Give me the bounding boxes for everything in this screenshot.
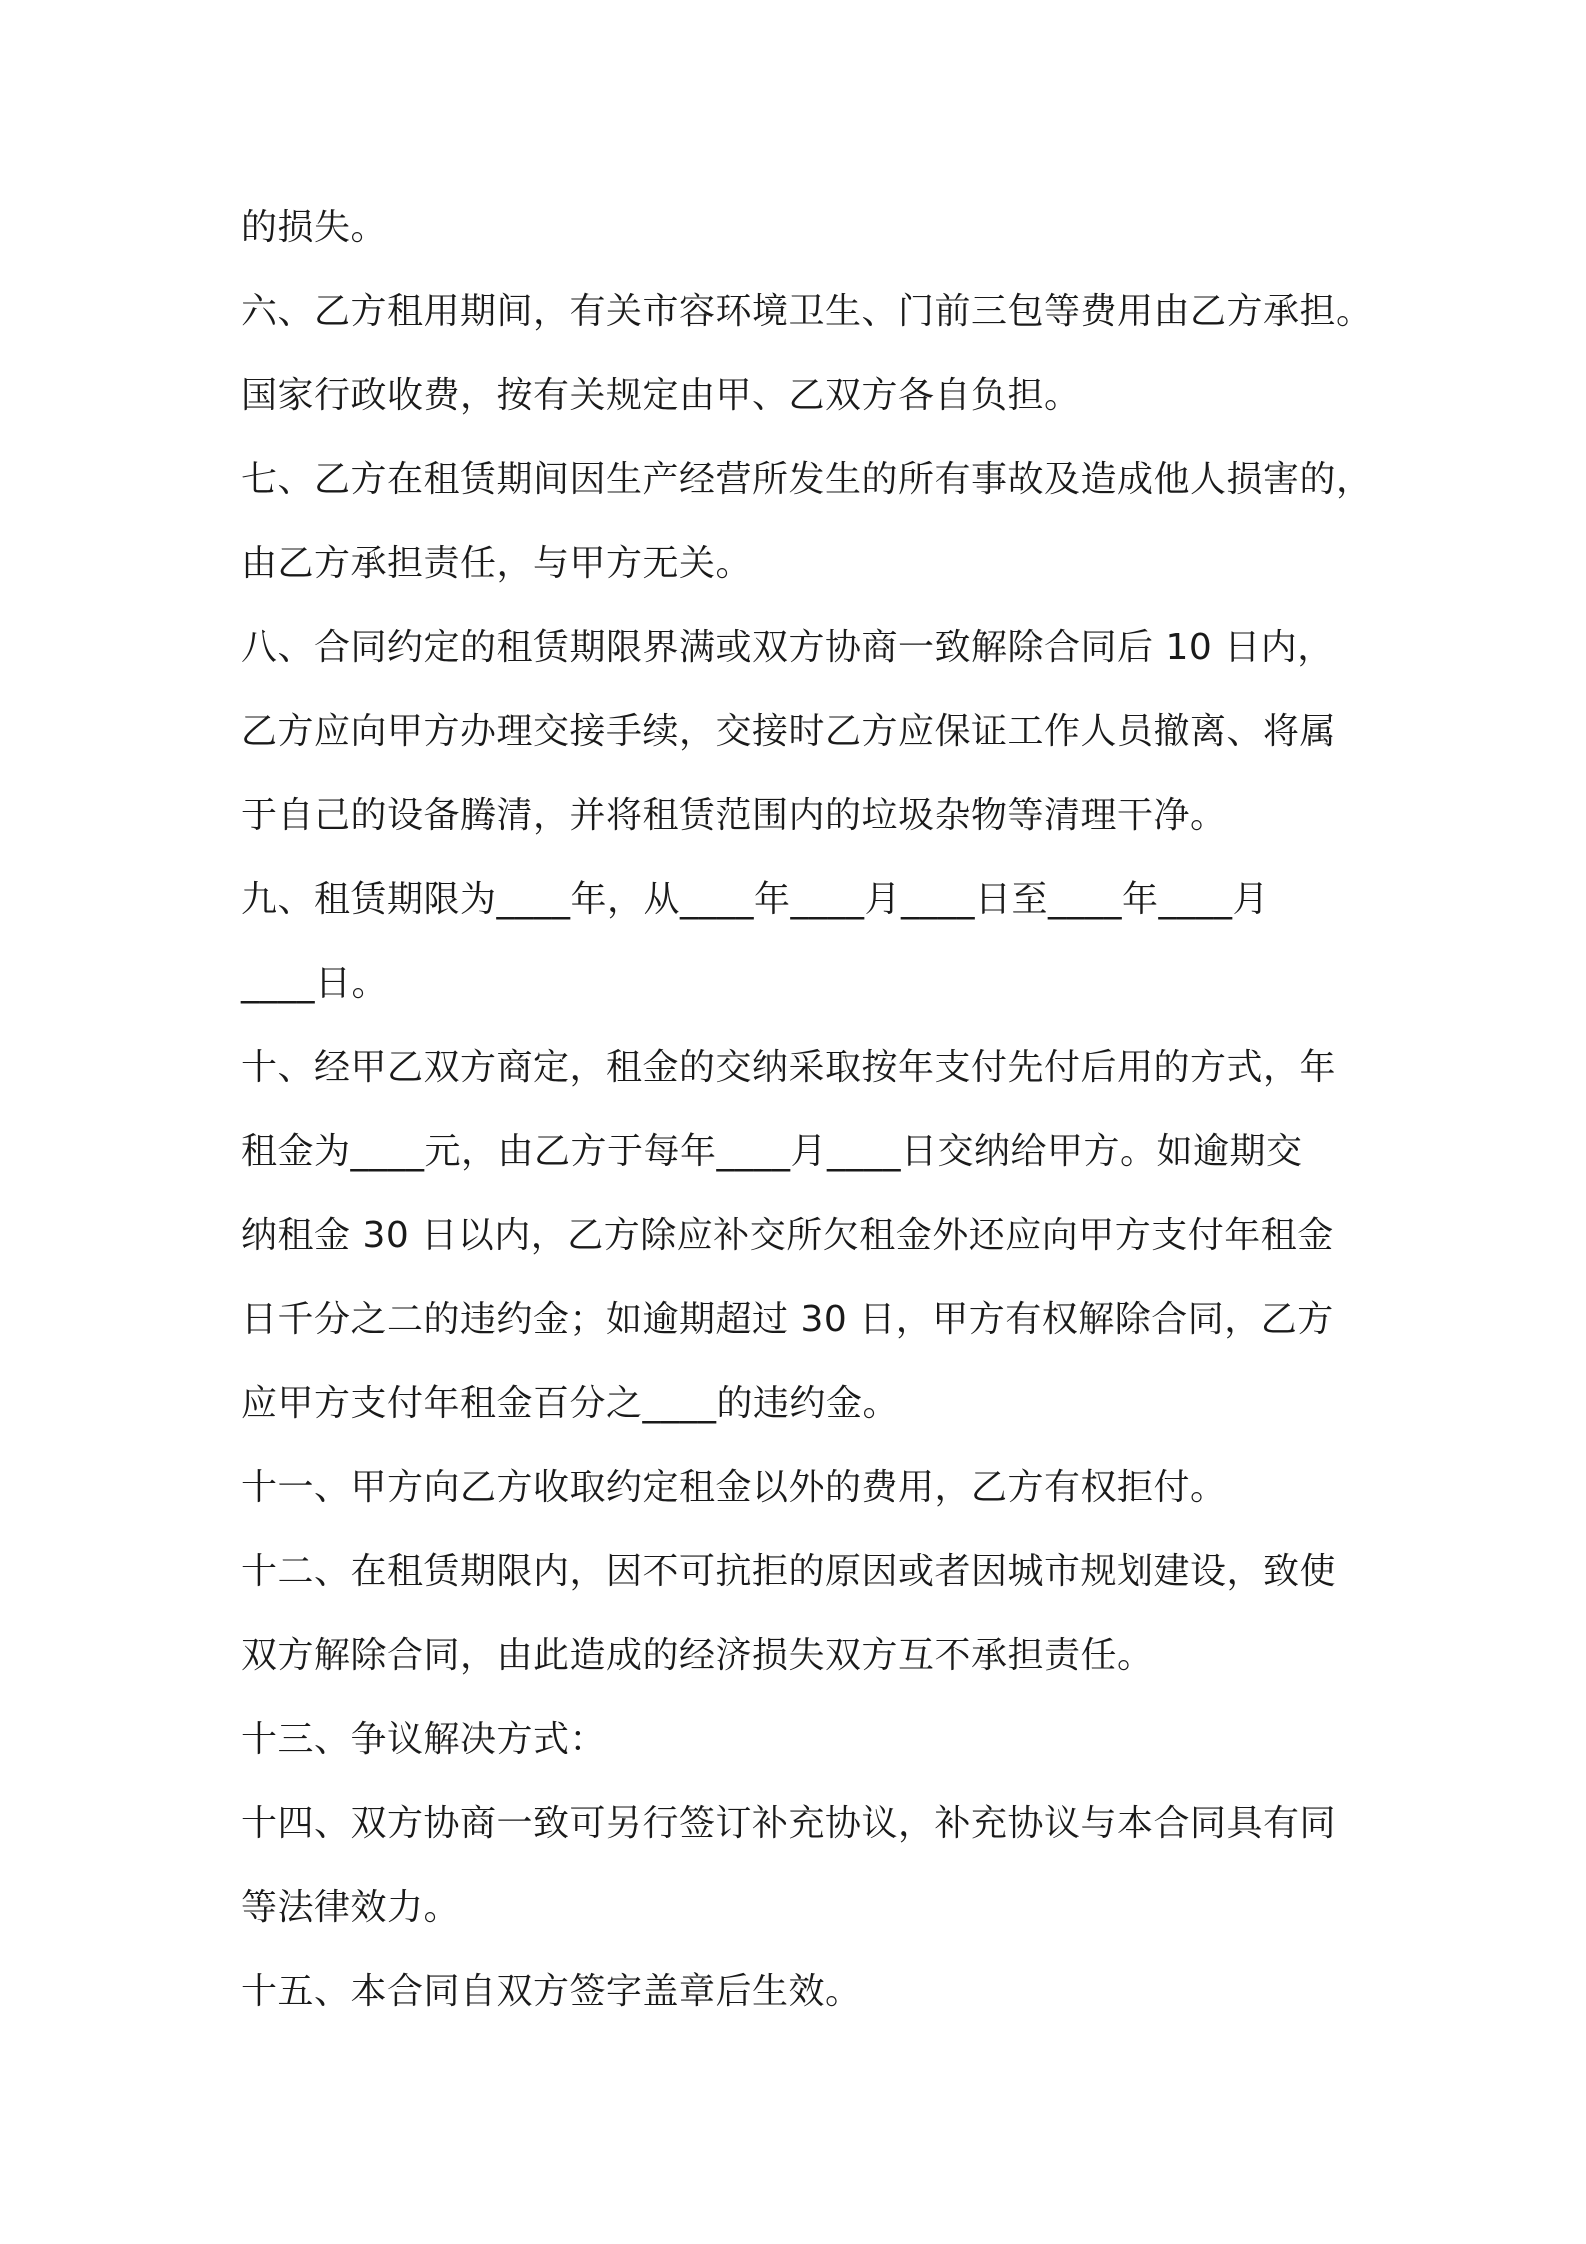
text-line: 九、租赁期限为____年，从____年____月____日至____年____月 [241, 879, 1270, 920]
text-line: 六、乙方租用期间，有关市容环境卫生、门前三包等费用由乙方承担。 [241, 291, 1373, 332]
text-line: ____日。 [241, 963, 389, 1004]
text-line: 十五、本合同自双方签字盖章后生效。 [241, 1971, 862, 2012]
text-line: 纳租金 30 日以内，乙方除应补交所欠租金外还应向甲方支付年租金 [241, 1215, 1334, 1256]
text-line: 的损失。 [241, 207, 388, 248]
text-line: 八、合同约定的租赁期限界满或双方协商一致解除合同后 10 日内， [241, 627, 1334, 668]
text-line: 十四、双方协商一致可另行签订补充协议，补充协议与本合同具有同 [241, 1803, 1337, 1844]
text-line: 租金为____元，由乙方于每年____月____日交纳给甲方。如逾期交 [241, 1131, 1303, 1172]
text-line: 乙方应向甲方办理交接手续，交接时乙方应保证工作人员撤离、将属 [241, 711, 1337, 752]
text-line: 于自己的设备腾清，并将租赁范围内的垃圾杂物等清理干净。 [241, 795, 1227, 836]
text-line: 七、乙方在租赁期间因生产经营所发生的所有事故及造成他人损害的， [241, 459, 1373, 500]
text-line: 应甲方支付年租金百分之____的违约金。 [241, 1383, 900, 1424]
text-line: 十三、争议解决方式： [241, 1719, 607, 1760]
text-line: 十、经甲乙双方商定，租金的交纳采取按年支付先付后用的方式，年 [241, 1047, 1337, 1088]
text-line: 十一、甲方向乙方收取约定租金以外的费用，乙方有权拒付。 [241, 1467, 1227, 1508]
text-line: 双方解除合同，由此造成的经济损失双方互不承担责任。 [241, 1635, 1154, 1676]
text-line: 由乙方承担责任，与甲方无关。 [241, 543, 753, 584]
text-line: 日千分之二的违约金；如逾期超过 30 日，甲方有权解除合同，乙方 [241, 1299, 1334, 1340]
text-line: 国家行政收费，按有关规定由甲、乙双方各自负担。 [241, 375, 1081, 416]
text-line: 十二、在租赁期限内，因不可抗拒的原因或者因城市规划建设，致使 [241, 1551, 1337, 1592]
text-line: 等法律效力。 [241, 1887, 461, 1928]
